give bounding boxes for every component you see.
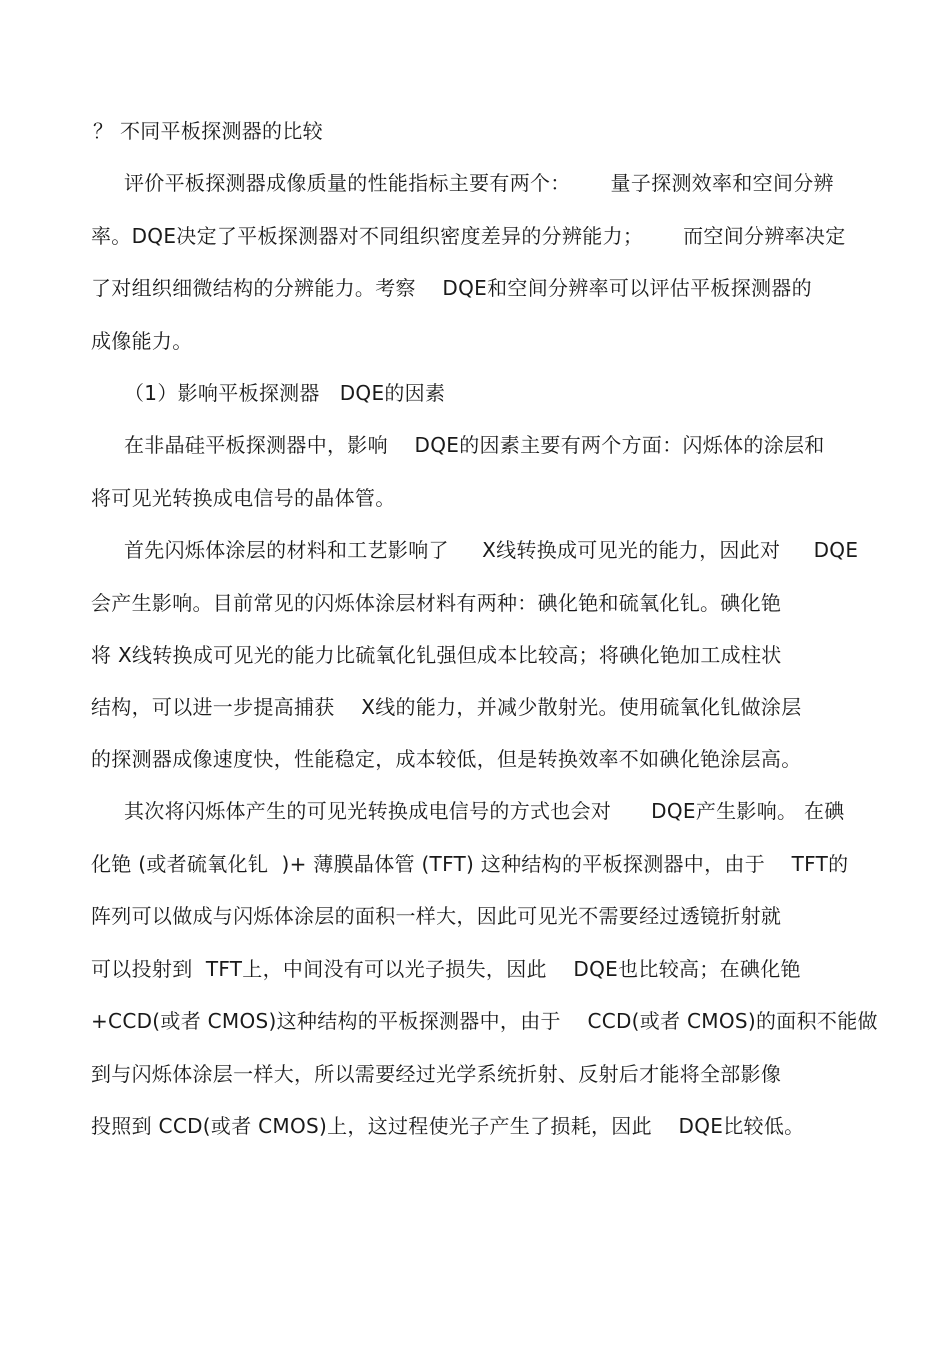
paragraph-line: 其次将闪烁体产生的可见光转换成电信号的方式也会对 DQE产生影响。 在碘 bbox=[124, 799, 845, 823]
paragraph-line: 评价平板探测器成像质量的性能指标主要有两个： 量子探测效率和空间分辨 bbox=[124, 171, 834, 195]
paragraph-line: 会产生影响。目前常见的闪烁体涂层材料有两种：碘化铯和硫氧化钆。碘化铯 bbox=[91, 591, 782, 615]
paragraph-line: 将可见光转换成电信号的晶体管。 bbox=[91, 486, 396, 510]
paragraph-line: 率。DQE决定了平板探测器对不同组织密度差异的分辨能力； 而空间分辨率决定 bbox=[91, 224, 846, 248]
paragraph-line: +CCD(或者 CMOS)这种结构的平板探测器中，由于 CCD(或者 CMOS)的面积不能做 bbox=[91, 1009, 878, 1033]
paragraph-line: 可以投射到 TFT上，中间没有可以光子损失，因此 DQE也比较高；在碘化铯 bbox=[91, 957, 801, 981]
paragraph-line: 阵列可以做成与闪烁体涂层的面积一样大，因此可见光不需要经过透镜折射就 bbox=[91, 904, 782, 928]
paragraph-line: 首先闪烁体涂层的材料和工艺影响了 X线转换成可见光的能力，因此对 DQE bbox=[124, 538, 859, 562]
paragraph-line: 成像能力。 bbox=[91, 329, 193, 353]
paragraph-line: 到与闪烁体涂层一样大，所以需要经过光学系统折射、反射后才能将全部影像 bbox=[91, 1062, 782, 1086]
paragraph-line: 在非晶硅平板探测器中，影响 DQE的因素主要有两个方面：闪烁体的涂层和 bbox=[124, 433, 825, 457]
paragraph-line: 化铯 (或者硫氧化钆 )+ 薄膜晶体管 (TFT) 这种结构的平板探测器中，由于 TFT的 bbox=[91, 852, 849, 876]
section-heading: ？ 不同平板探测器的比较 bbox=[93, 119, 323, 143]
paragraph-line: 的探测器成像速度快，性能稳定，成本较低，但是转换效率不如碘化铯涂层高。 bbox=[91, 747, 802, 771]
subsection-heading: （1）影响平板探测器 DQE的因素 bbox=[124, 381, 446, 405]
paragraph-line: 投照到 CCD(或者 CMOS)上，这过程使光子产生了损耗，因此 DQE比较低。 bbox=[91, 1114, 805, 1138]
paragraph-line: 了对组织细微结构的分辨能力。考察 DQE和空间分辨率可以评估平板探测器的 bbox=[91, 276, 812, 300]
paragraph-line: 结构，可以进一步提高捕获 X线的能力，并减少散射光。使用硫氧化钆做涂层 bbox=[91, 695, 802, 719]
paragraph-line: 将 X线转换成可见光的能力比硫氧化钆强但成本比较高；将碘化铯加工成柱状 bbox=[91, 643, 782, 667]
